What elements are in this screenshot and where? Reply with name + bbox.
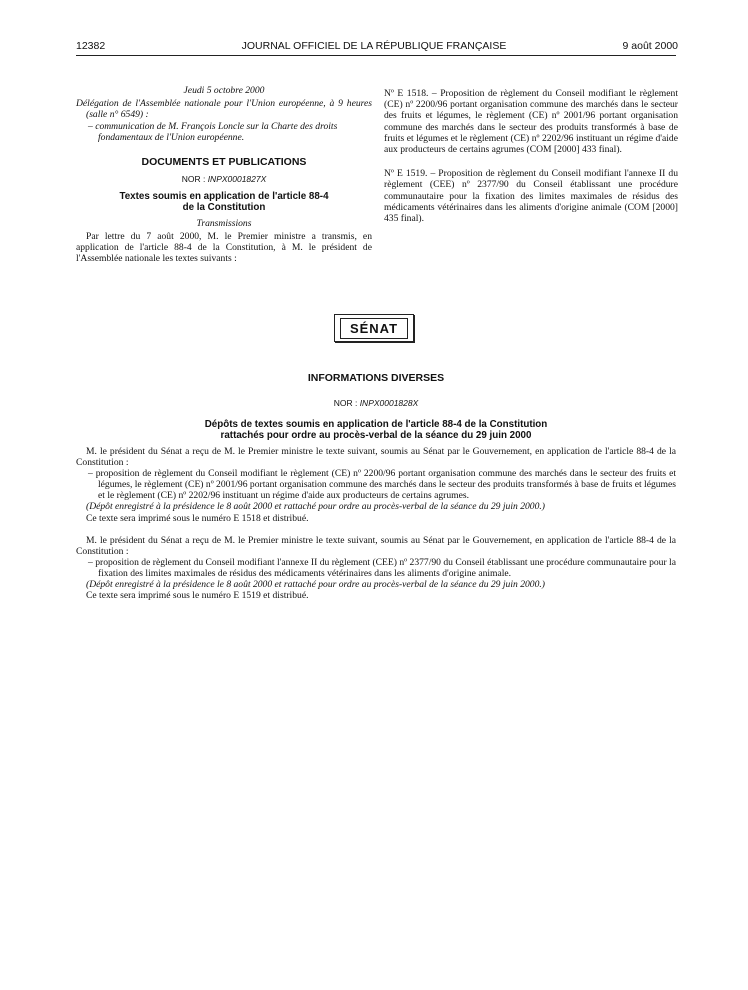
subsection-title-line1: Textes soumis en application de l'article 88-4 <box>119 191 329 203</box>
block2-closing: Ce texte sera imprimé sous le numéro E 1519 et distribué. <box>86 590 309 602</box>
journal-title: JOURNAL OFFICIEL DE LA RÉPUBLIQUE FRANÇAISE <box>241 40 507 52</box>
block1-item: – proposition de règlement du Conseil modifiant le règlement (CE) nº 2200/96 portant organisation commune des marchés dans le secteur des fruits et légumes, le règlement (CE) nº 2001/96 portant organisation commune des marchés dans le secteur des produits transformés à base de fruits et légumes et le règlement (CE) nº 2202/96 instituant un régime d'aide aux producteurs de certains agrumes. <box>88 468 676 502</box>
block2-note: (Dépôt enregistré à la présidence le 8 août 2000 et rattaché pour ordre au procès-verbal de la séance du 29 juin 2000.) <box>86 579 545 591</box>
page-number: 12382 <box>76 40 106 52</box>
meeting-day: Jeudi 5 octobre 2000 <box>183 85 265 96</box>
subsection-title-line2: de la Constitution <box>182 201 266 213</box>
nor-reference <box>76 174 372 185</box>
header-rule <box>76 55 676 56</box>
left-column <box>76 85 372 264</box>
block1-note: (Dépôt enregistré à la présidence le 8 août 2000 et rattaché pour ordre au procès-verbal de la séance du 29 juin 2000.) <box>86 501 545 513</box>
transmissions-heading: Transmissions <box>196 218 252 230</box>
right-column <box>384 88 678 224</box>
senat-block-2 <box>76 535 676 602</box>
senat-nor-reference <box>76 398 676 408</box>
block2-intro: M. le président du Sénat a reçu de M. le Premier ministre le texte suivant, soumis au Sénat par le Gouvernement, en application de l'article 88-4 de la Constitution : <box>76 535 676 558</box>
transmission-paragraph: Par lettre du 7 août 2000, M. le Premier ministre a transmis, en application de l'article 88-4 de la Constitution, à M. le président de l'Assemblée nationale les textes suivants : <box>76 230 372 265</box>
nor-label: NOR : <box>181 174 206 185</box>
senat-nor-label: NOR : <box>333 398 358 408</box>
delegation-line: Délégation de l'Assemblée nationale pour l'Union européenne, à 9 heures (salle n° 6549) : <box>76 98 372 121</box>
senat-heading <box>76 420 676 441</box>
block2-item: – proposition de règlement du Conseil modifiant l'annexe II du règlement (CEE) nº 2377/90 du Conseil établissant une procédure communautaire pour la fixation des limites maximales de résidus des médicaments vétérinaires dans les aliments d'origine animale. <box>88 557 676 580</box>
block1-closing: Ce texte sera imprimé sous le numéro E 1518 et distribué. <box>86 512 309 524</box>
senat-nor-code: INPX0001828X <box>359 398 419 408</box>
senat-title: SÉNAT <box>340 318 408 339</box>
list-item-e1519: Nº E 1519. – Proposition de règlement du Conseil modifiant l'annexe II du règlement (CEE) nº 2377/90 du Conseil établissant une procédure communautaire pour la fixation des limites maximales de résidus des médicaments vétérinaires dans les aliments d'origine animale (COM [2000] 435 final). <box>384 168 678 225</box>
informations-diverses-title: INFORMATIONS DIVERSES <box>307 372 445 384</box>
subsection-title <box>76 192 372 213</box>
block1-intro: M. le président du Sénat a reçu de M. le Premier ministre le texte suivant, soumis au Sénat par le Gouvernement, en application de l'article 88-4 de la Constitution : <box>76 446 676 469</box>
list-item-e1518: Nº E 1518. – Proposition de règlement du Conseil modifiant le règlement (CE) nº 2200/96 portant organisation commune des marchés dans le secteur des fruits et légumes, le règlement (CE) nº 2001/96 portant organisation commune des marchés dans le secteur des produits transformés à base de fruits et légumes et le règlement (CE) nº 2202/96 instituant un régime d'aide aux producteurs de certains agrumes (COM [2000] 433 final). <box>384 88 678 156</box>
nor-code: INPX0001827X <box>207 174 267 185</box>
communication-item: – communication de M. François Loncle sur la Charte des droits fondamentaux de l'Union européenne. <box>88 120 338 143</box>
senat-block-1 <box>76 446 676 524</box>
senat-heading-line1: Dépôts de textes soumis en application de l'article 88-4 de la Constitution <box>204 419 548 430</box>
senat-title-box <box>334 314 414 342</box>
documents-section-title: DOCUMENTS ET PUBLICATIONS <box>141 156 307 169</box>
issue-date: 9 août 2000 <box>622 40 678 52</box>
senat-heading-line2: rattachés pour ordre au procès-verbal de la séance du 29 juin 2000 <box>220 429 532 441</box>
